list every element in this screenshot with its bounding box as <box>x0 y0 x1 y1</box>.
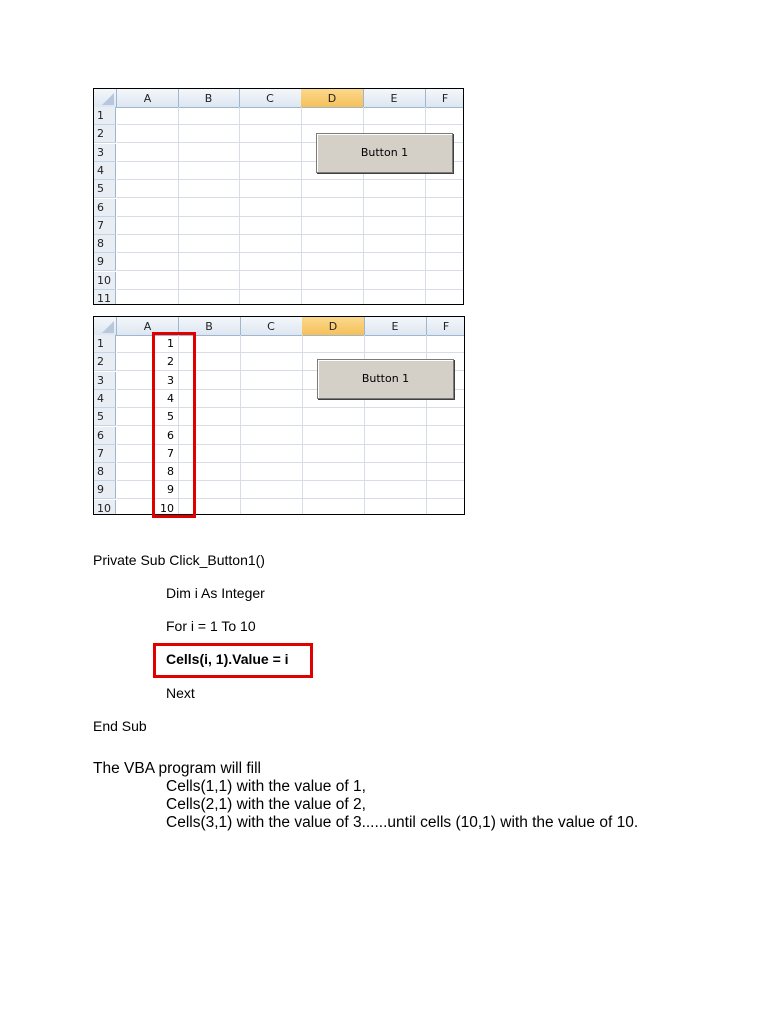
button-1[interactable]: Button 1 <box>316 133 453 173</box>
column-header-b[interactable]: B <box>178 317 241 335</box>
code-dim-statement: Dim i As Integer <box>166 585 265 601</box>
values-highlight-box <box>152 332 196 518</box>
cell-value[interactable]: 3 <box>167 373 174 387</box>
row-header-1[interactable]: 1 <box>94 335 116 353</box>
select-all-icon <box>102 321 114 333</box>
cell-value[interactable]: 1 <box>167 337 174 350</box>
select-all-corner[interactable] <box>94 89 117 107</box>
row-header-6[interactable]: 6 <box>94 199 116 217</box>
row-header-6[interactable]: 6 <box>94 427 116 445</box>
explanation-intro: The VBA program will fill <box>93 760 261 777</box>
row-header-3[interactable]: 3 <box>94 372 116 390</box>
row-header-10[interactable]: 10 <box>94 500 116 515</box>
grid-row[interactable] <box>117 272 463 290</box>
code-next-statement: Next <box>166 685 195 701</box>
grid-row[interactable] <box>117 107 463 125</box>
select-all-icon <box>102 93 114 105</box>
cell-value[interactable]: 8 <box>167 465 174 479</box>
row-header-8[interactable]: 8 <box>94 235 116 253</box>
row-header-5[interactable]: 5 <box>94 408 116 426</box>
grid-row[interactable] <box>117 253 463 271</box>
select-all-corner[interactable] <box>94 317 117 335</box>
code-end-sub: End Sub <box>93 718 147 734</box>
column-header-b[interactable]: B <box>178 89 240 107</box>
row-header-3[interactable]: 3 <box>94 144 116 162</box>
cell-value[interactable]: 7 <box>167 446 174 460</box>
row-header-4[interactable]: 4 <box>94 390 116 408</box>
cell-value[interactable]: 10 <box>160 501 174 515</box>
row-header-4[interactable]: 4 <box>94 162 116 180</box>
row-header-8[interactable]: 8 <box>94 463 116 481</box>
column-header-a[interactable]: A <box>117 317 179 335</box>
column-header-a[interactable]: A <box>117 89 179 107</box>
column-header-d[interactable]: D <box>301 89 364 107</box>
cell-value[interactable]: 5 <box>167 410 174 424</box>
column-header-c[interactable]: C <box>239 89 302 107</box>
column-header-e[interactable]: E <box>364 317 427 335</box>
grid-row[interactable] <box>117 290 463 305</box>
row-header-2[interactable]: 2 <box>94 353 116 371</box>
spreadsheet-before <box>93 88 464 305</box>
row-header-11[interactable]: 11 <box>94 290 116 305</box>
column-header-f[interactable]: F <box>425 89 464 107</box>
row-header-7[interactable]: 7 <box>94 445 116 463</box>
grid-row[interactable] <box>117 235 463 253</box>
explanation-item-3: Cells(3,1) with the value of 3......until cells (10,1) with the value of 10. <box>166 814 639 831</box>
button-1[interactable]: Button 1 <box>317 359 454 399</box>
explanation-item-2: Cells(2,1) with the value of 2, <box>166 796 366 813</box>
grid-row[interactable] <box>117 217 463 235</box>
column-header-f[interactable]: F <box>426 317 465 335</box>
row-header-5[interactable]: 5 <box>94 180 116 198</box>
code-sub-declaration: Private Sub Click_Button1() <box>93 552 265 568</box>
column-header-e[interactable]: E <box>363 89 426 107</box>
column-header-d[interactable]: D <box>302 317 365 335</box>
row-header-10[interactable]: 10 <box>94 272 116 290</box>
row-header-7[interactable]: 7 <box>94 217 116 235</box>
grid-row[interactable] <box>117 199 463 217</box>
row-header-9[interactable]: 9 <box>94 253 116 271</box>
row-header-1[interactable]: 1 <box>94 107 116 125</box>
code-for-statement: For i = 1 To 10 <box>166 618 256 634</box>
row-header-2[interactable]: 2 <box>94 125 116 143</box>
code-assignment-statement: Cells(i, 1).Value = i <box>166 651 289 667</box>
row-header-9[interactable]: 9 <box>94 481 116 499</box>
cell-value[interactable]: 6 <box>167 428 174 442</box>
explanation-item-1: Cells(1,1) with the value of 1, <box>166 778 366 795</box>
column-header-c[interactable]: C <box>240 317 303 335</box>
cell-value[interactable]: 9 <box>167 483 174 497</box>
spreadsheet-after <box>93 316 465 515</box>
cell-value[interactable]: 4 <box>167 391 174 405</box>
cell-value[interactable]: 2 <box>167 355 174 369</box>
grid-row[interactable] <box>117 180 463 198</box>
